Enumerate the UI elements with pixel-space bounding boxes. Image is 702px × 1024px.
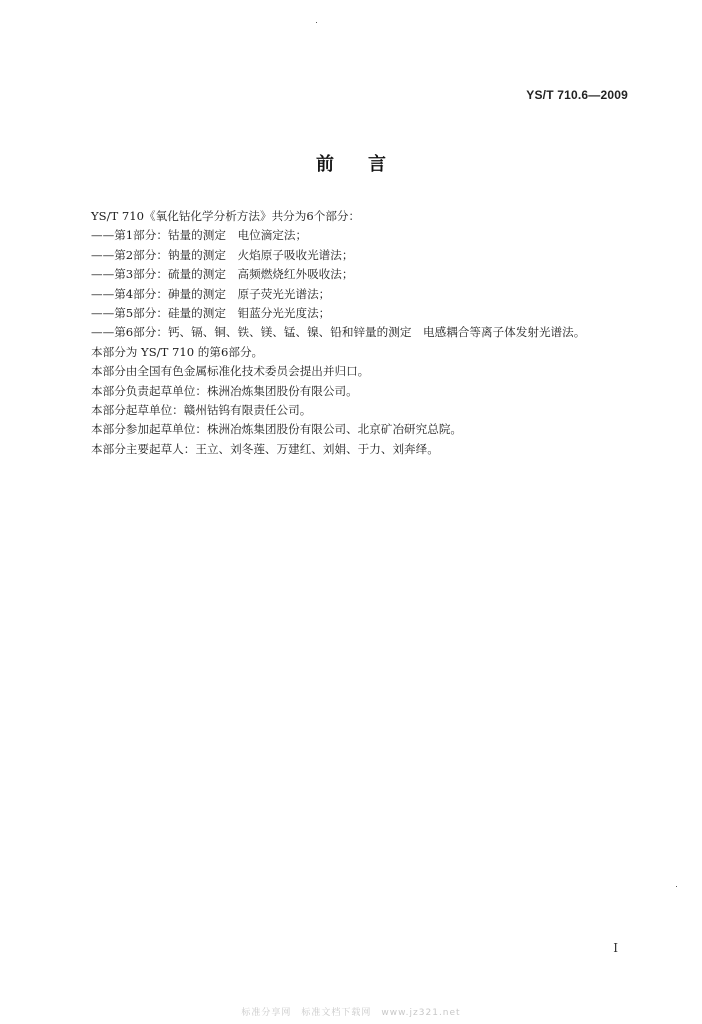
paragraph-line: 本部分参加起草单位：株洲冶炼集团股份有限公司、北京矿冶研究总院。 bbox=[91, 422, 463, 437]
paragraph-line: ——第1部分：钴量的测定 电位滴定法； bbox=[91, 228, 308, 243]
standard-code: YS/T 710.6—2009 bbox=[526, 88, 628, 102]
footer-watermark: 标准分享网 标准文档下载网 www.jz321.net bbox=[241, 1008, 461, 1018]
page-number: I bbox=[613, 941, 618, 955]
paragraph-line: YS/T 710《氧化钴化学分析方法》共分为6个部分： bbox=[91, 209, 361, 223]
scan-speck bbox=[676, 886, 677, 887]
paragraph-line: 本部分为 YS/T 710 的第6部分。 bbox=[91, 344, 264, 359]
preface-body bbox=[91, 207, 651, 459]
paragraph-line: 本部分负责起草单位：株洲冶炼集团股份有限公司。 bbox=[91, 383, 358, 398]
paragraph-line: ——第6部分：钙、镉、铜、铁、镁、锰、镍、铅和锌量的测定 电感耦合等离子体发射光谱法。 bbox=[91, 325, 586, 340]
paragraph-line: ——第2部分：钠量的测定 火焰原子吸收光谱法； bbox=[91, 247, 354, 262]
paragraph-line: ——第5部分：硅量的测定 钼蓝分光光度法； bbox=[91, 305, 331, 320]
paragraph-line: ——第4部分：砷量的测定 原子荧光光谱法； bbox=[91, 286, 331, 301]
section-title: 前言 bbox=[316, 154, 420, 175]
paragraph-line: 本部分起草单位：赣州钴钨有限责任公司。 bbox=[91, 402, 312, 417]
scan-speck bbox=[316, 22, 317, 23]
paragraph-line: 本部分由全国有色金属标准化技术委员会提出并归口。 bbox=[91, 364, 370, 379]
paragraph-line: ——第3部分：硫量的测定 高频燃烧红外吸收法； bbox=[91, 267, 354, 282]
paragraph-line: 本部分主要起草人：王立、刘冬莲、万建红、刘娟、于力、刘奔绎。 bbox=[91, 441, 439, 456]
